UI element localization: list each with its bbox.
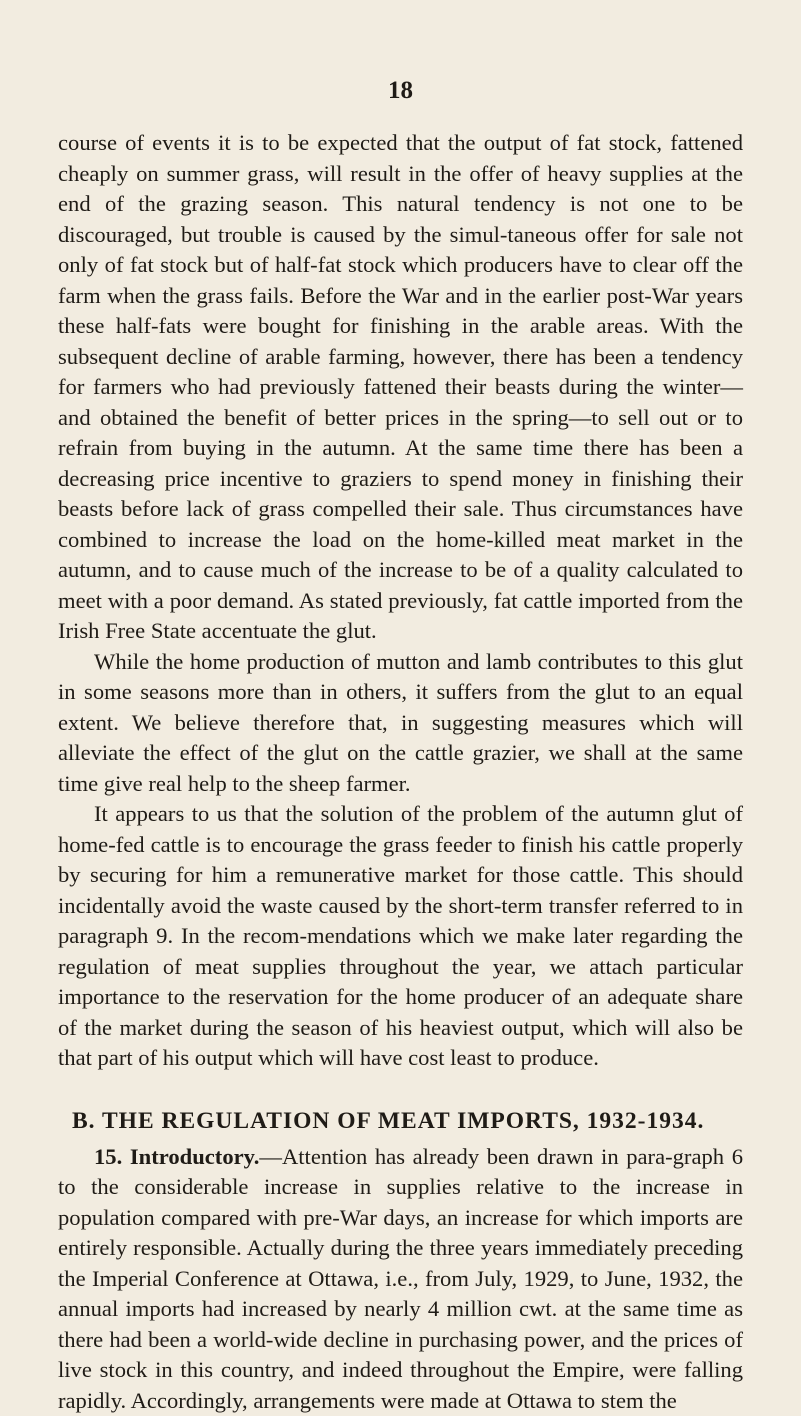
page-number: 18 [58, 76, 743, 106]
paragraph-15-title: 15. Introductory. [94, 1144, 259, 1169]
paragraph-15-body: —Attention has already been drawn in para-graph 6 to the considerable increase in supplies relative to the increase in population compared with pre-War days, an increase for which imports are entirely responsible. Actually during the three years immediately preceding the Imperial Conference at Ottawa, i.e., from July, 1929, to June, 1932, the annual imports had increased by nearly 4 million cwt. at the same time as there had been a world-wide decline in purchasing power, and the prices of live stock in this country, and indeed throughout the Empire, were falling rapidly. Accordingly, arrangements were made at Ottawa to stem the [58, 1144, 743, 1413]
paragraph-15-introductory [58, 1142, 743, 1416]
paragraph-autumn-glut-solution: It appears to us that the solution of the problem of the autumn glut of home-fed cattle is to encourage the grass feeder to finish his cattle properly by securing for him a remunerative market for those cattle. This should incidentally avoid the waste caused by the short-term transfer referred to in paragraph 9. In the recom-mendations which we make later regarding the regulation of meat supplies throughout the year, we attach particular importance to the reservation for the home producer of an adequate share of the market during the season of his heaviest output, which will also be that part of his output which will have cost least to produce. [58, 799, 743, 1074]
section-heading: B. THE REGULATION OF MEAT IMPORTS, 1932-1934. [72, 1106, 743, 1136]
paragraph-continued: course of events it is to be expected that the output of fat stock, fattened cheaply on summer grass, will result in the offer of heavy supplies at the end of the grazing season. This natural tendency is not one to be discouraged, but trouble is caused by the simul-taneous offer for sale not only of fat stock but of half-fat stock which producers have to clear off the farm when the grass fails. Before the War and in the earlier post-War years these half-fats were bought for finishing in the arable areas. With the subsequent decline of arable farming, however, there has been a tendency for farmers who had previously fattened their beasts during the winter—and obtained the benefit of better prices in the spring—to sell out or to refrain from buying in the autumn. At the same time there has been a decreasing price incentive to graziers to spend money in finishing their beasts before lack of grass compelled their sale. Thus circumstances have combined to increase the load on the home-killed meat market in the autumn, and to cause much of the increase to be of a quality calculated to meet with a poor demand. As stated previously, fat cattle imported from the Irish Free State accentuate the glut. [58, 128, 743, 647]
paragraph-mutton-lamb: While the home production of mutton and lamb contributes to this glut in some seasons more than in others, it suffers from the glut to an equal extent. We believe therefore that, in suggesting measures which will alleviate the effect of the glut on the cattle grazier, we shall at the same time give real help to the sheep farmer. [58, 647, 743, 800]
